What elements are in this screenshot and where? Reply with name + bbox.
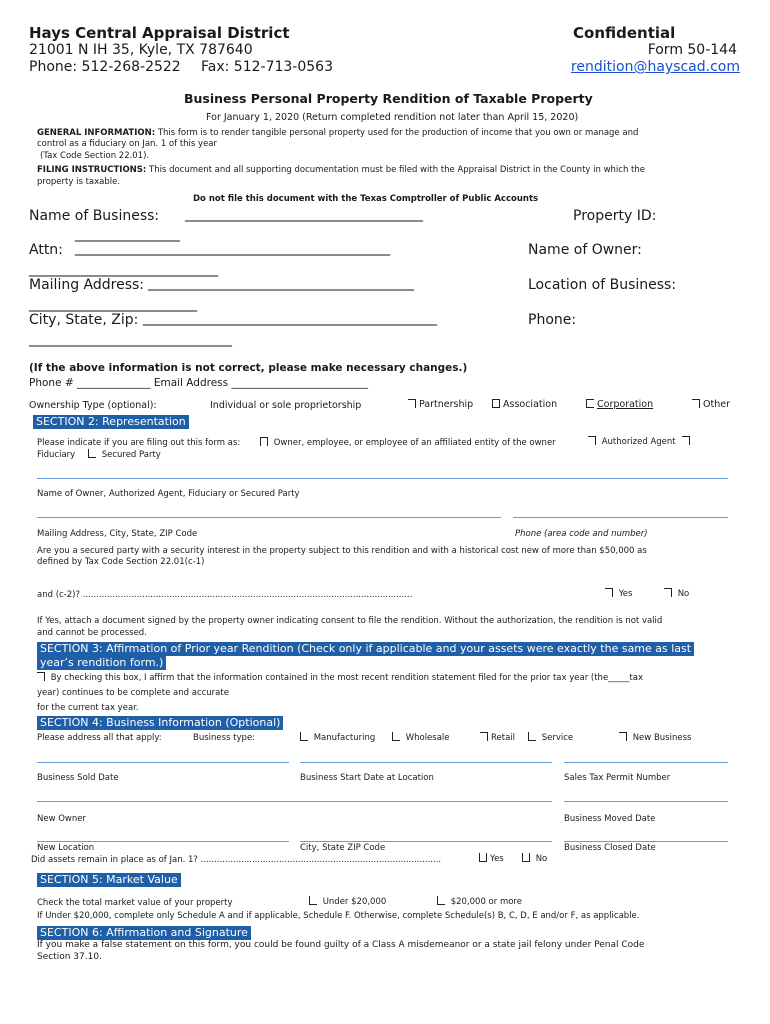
business-type-label: Business type: [193,733,256,743]
assets-yes-option[interactable] [479,853,504,864]
page-title: Business Personal Property Rendition of Taxable Property [184,91,593,106]
city-zip-label: City, State ZIP Code [300,843,386,853]
ownership-association[interactable] [492,399,557,410]
name-of-business-label: Name of Business: [29,208,160,224]
section-5-heading: SECTION 5: Market Value [37,873,181,887]
subtitle: For January 1, 2020 (Return completed rendition not later than April 15, 2020) [206,112,579,123]
general-info-line2: control as a fiduciary on Jan. 1 of this year [37,139,217,149]
secured-yes-label: Yes [618,589,633,599]
new-location-label: New Location [37,843,95,853]
manufacturing-checkbox[interactable] [300,732,308,741]
name-of-business-line[interactable]: __________________________________ [185,206,423,222]
affirm-line3: for the current tax year. [37,703,139,713]
attn-line[interactable]: _____________________________________________ [75,240,390,256]
section-3-heading-line1: SECTION 3: Affirmation of Prior year Rendition (Check only if applicable and your assets were exactly the same as last [37,642,694,656]
ownership-partnership[interactable] [408,399,473,410]
rep-fiduciary-checkbox[interactable] [682,436,690,445]
over-20000-option[interactable] [437,896,522,907]
other-label: Other [703,399,730,410]
assets-no-checkbox[interactable] [522,853,530,862]
type-service[interactable] [528,732,573,743]
rep-secured-option[interactable] [88,449,161,460]
false-statement-warning-2: Section 37.10. [37,952,102,962]
assets-in-place-question: Did assets remain in place as of Jan. 1? ......................................................................................... [31,855,442,865]
retail-checkbox[interactable] [480,732,488,741]
ownership-corporation[interactable] [586,399,653,410]
service-label: Service [541,733,574,743]
market-value-note: If Under $20,000, complete only Schedule A and if applicable, Schedule F. Otherwise, complete Schedule(s) B, C, D, E and/or F, as applicable. [37,911,640,921]
affirm-line2: year) continues to be complete and accurate [37,688,229,698]
section-4-heading: SECTION 4: Business Information (Optional) [37,716,283,730]
rep-agent-checkbox[interactable] [588,436,596,445]
assets-no-label: No [535,854,548,864]
moved-date-label: Business Moved Date [564,814,656,824]
address-all-label: Please address all that apply: [37,733,162,743]
market-value-question: Check the total market value of your property [37,898,233,908]
secured-question-2: defined by Tax Code Section 22.01(c-1) [37,557,205,567]
location-of-business-label: Location of Business: [528,277,677,293]
under-20000-label: Under $20,000 [322,897,387,907]
secured-question-1: Are you a secured party with a security interest in the property subject to this rendition and with a historical cost new of more than $50,000 as [37,546,647,556]
affirm-line1: By checking this box, I affirm that the information contained in the most recent rendition statement filed for the prior tax year (the_____tax [50,673,643,683]
name-of-owner-label: Name of Owner: [528,242,642,258]
rep-owner-label: Owner, employee, or employee of an affiliated entity of the owner [273,438,556,448]
attn-label: Attn: [29,242,63,258]
ownership-other[interactable] [692,399,730,410]
if-yes-line2: and cannot be processed. [37,628,147,638]
secured-no-checkbox[interactable] [664,588,672,597]
secured-yes-checkbox[interactable] [605,588,613,597]
filing-instructions-line2: property is taxable. [37,177,121,187]
rep-mailing-line[interactable] [37,517,501,518]
rep-fiduciary-label: Fiduciary [37,450,76,460]
new-business-checkbox[interactable] [619,732,627,741]
city-state-zip-label: City, State, Zip: [29,312,139,328]
sales-tax-label: Sales Tax Permit Number [564,773,671,783]
secured-question-3: and (c-2)? .......................................................................................................................... [37,590,413,600]
rep-owner-checkbox[interactable] [260,437,268,446]
general-info-line3: (Tax Code Section 22.01). [40,151,150,161]
association-checkbox[interactable] [492,399,500,408]
rep-owner-option[interactable] [260,437,556,448]
association-label: Association [503,399,558,410]
secured-yes-option[interactable] [605,588,632,599]
general-info-label: GENERAL INFORMATION: [37,128,156,138]
under-20000-checkbox[interactable] [309,896,317,905]
ownership-individual[interactable]: Individual or sole proprietorship [210,400,362,411]
new-location-line[interactable] [37,841,289,842]
district-address: 21001 N IH 35, Kyle, TX 787640 [29,42,253,58]
filing-label: FILING INSTRUCTIONS: [37,165,147,175]
rep-phone-line[interactable] [513,517,728,518]
ownership-type-label: Ownership Type (optional): [29,400,157,411]
start-date-line[interactable] [300,762,552,763]
new-owner-line[interactable] [37,801,552,802]
assets-yes-checkbox[interactable] [479,853,487,862]
section-2-filing-as: Please indicate if you are filing out this form as: [37,438,241,448]
name-of-owner-line[interactable]: ___________________________ [29,261,218,277]
form-number: Form 50-144 [647,42,737,58]
closed-date-line[interactable] [564,841,728,842]
start-date-label: Business Start Date at Location [300,773,434,783]
rep-secured-checkbox[interactable] [88,449,96,458]
partnership-label: Partnership [419,399,474,410]
corporation-checkbox[interactable] [586,399,594,408]
manufacturing-label: Manufacturing [313,733,376,743]
assets-yes-label: Yes [490,854,504,864]
partnership-checkbox[interactable] [408,399,416,408]
closed-date-label: Business Closed Date [564,843,656,853]
rep-phone-label: Phone (area code and number) [515,529,648,539]
section-6-heading: SECTION 6: Affirmation and Signature [37,926,251,940]
if-yes-line1: If Yes, attach a document signed by the property owner indicating consent to file the rendition. Without the authorization, the rendition is not valid [37,616,663,626]
sold-date-line[interactable] [37,762,289,763]
sold-date-label: Business Sold Date [37,773,119,783]
affirm-option[interactable] [37,672,643,683]
service-checkbox[interactable] [528,732,536,741]
email-link[interactable]: rendition@hayscad.com [570,59,740,75]
rep-line-1[interactable] [37,478,728,479]
location-of-business-line[interactable]: ________________________ [29,296,197,312]
under-20000-option[interactable] [309,896,386,907]
phone-line[interactable]: _____________________________ [29,331,232,347]
new-owner-label: New Owner [37,814,86,824]
affirm-checkbox[interactable] [37,672,45,681]
property-id-label: Property ID: [573,208,657,224]
city-zip-line[interactable] [300,841,552,842]
type-retail[interactable] [480,732,515,743]
do-not-file-notice: Do not file this document with the Texas Comptroller of Public Accounts [193,194,539,204]
over-20000-label: $20,000 or more [450,897,522,907]
sales-tax-line[interactable] [564,762,728,763]
moved-date-line[interactable] [564,801,728,802]
confidential-label: Confidential [573,24,676,42]
mailing-address-label: Mailing Address: [29,277,145,293]
rep-mailing-label: Mailing Address, City, State, ZIP Code [37,529,198,539]
corporation-label: Corporation [597,399,654,410]
general-info-line1 [37,128,638,138]
district-name: Hays Central Appraisal District [29,24,290,42]
rep-agent-label: Authorized Agent [601,437,676,447]
phone-label: Phone: [528,312,577,328]
district-fax: Fax: 512-713-0563 [201,59,333,75]
section-2-heading: SECTION 2: Representation [33,415,189,429]
new-business-label: New Business [632,733,692,743]
rep-agent-option[interactable] [588,436,693,447]
section-3-heading-line2: year’s rendition form.) [37,656,166,670]
secured-no-label: No [677,589,690,599]
over-20000-checkbox[interactable] [437,896,445,905]
name-owner-agent-label: Name of Owner, Authorized Agent, Fiduciary or Secured Party [37,489,300,499]
general-info-text: This form is to render tangible personal property used for the production of income that you own or manage and [157,128,639,138]
filing-text: This document and all supporting documentation must be filed with the Appraisal District in the County in which the [149,165,645,175]
secured-no-option[interactable] [664,588,689,599]
filing-instructions-line1 [37,165,645,175]
property-id-line[interactable]: _______________ [75,226,180,242]
wholesale-checkbox[interactable] [392,732,400,741]
type-manufacturing[interactable] [300,732,375,743]
type-wholesale[interactable] [392,732,450,743]
district-phone: Phone: 512-268-2522 [29,59,181,75]
false-statement-warning-1: If you make a false statement on this form, you could be found guilty of a Class A misdemeanor or a state jail felony under Penal Code [37,940,645,950]
type-new-business[interactable] [619,732,691,743]
correction-notice: (If the above information is not correct, please make necessary changes.) [29,362,468,374]
city-state-zip-line[interactable]: __________________________________________ [143,310,437,326]
rep-secured-label: Secured Party [101,450,161,460]
other-checkbox[interactable] [692,399,700,408]
wholesale-label: Wholesale [405,733,450,743]
retail-label: Retail [491,733,516,743]
phone-email-line[interactable]: Phone # ______________ Email Address __________________________ [29,377,368,389]
assets-no-option[interactable] [522,853,547,864]
mailing-address-line[interactable]: ______________________________________ [148,275,414,291]
